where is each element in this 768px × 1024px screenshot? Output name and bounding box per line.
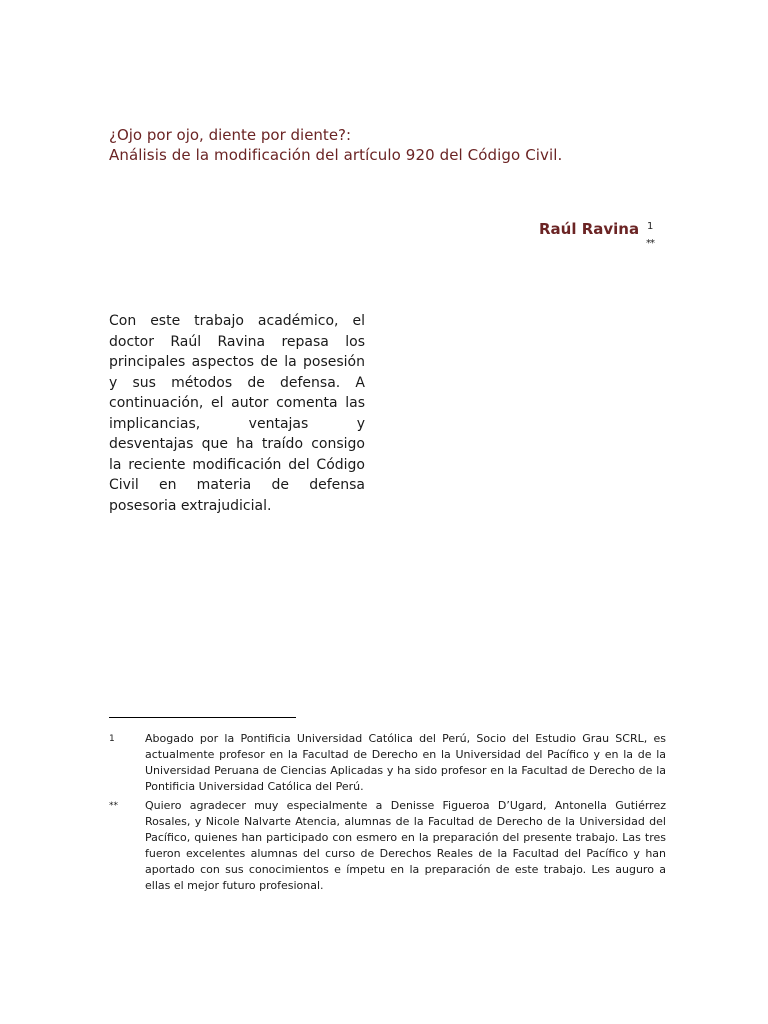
footnote-1-mark: 1: [109, 734, 115, 744]
title-question: ¿Ojo por ojo, diente por diente?:: [109, 126, 352, 144]
footnote-1-text: Abogado por la Pontificia Universidad Católica del Perú, Socio del Estudio Grau SCRL, es actualmente profesor en la Facultad de Derecho en la Universidad del Pacífico y en la de la Universidad Peruana de Ciencias Aplicadas y ha sido profesor en la Facultad de Derecho de la Pontificia Universidad Católica del Perú.: [145, 732, 666, 793]
author-footnote-mark-2: **: [646, 238, 654, 249]
document-title: [109, 125, 669, 165]
title-subtitle: Análisis de la modificación del artículo 920 del Código Civil.: [109, 146, 563, 164]
footnote-2-mark: **: [109, 801, 118, 811]
footnote-1: [109, 731, 666, 795]
footnote-divider: [109, 717, 296, 718]
author-name: Raúl Ravina: [539, 220, 640, 238]
abstract-paragraph: Con este trabajo académico, el doctor Raúl Ravina repasa los principales aspectos de la posesión y sus métodos de defensa. A continuación, el autor comenta las implicancias, ventajas y desventajas que ha traído consigo la reciente modificación del Código Civil en materia de defensa posesoria extrajudicial.: [109, 313, 365, 514]
footnote-2-text: Quiero agradecer muy especialmente a Denisse Figueroa D’Ugard, Antonella Gutiérrez Rosales, y Nicole Nalvarte Atencia, alumnas de la Facultad de Derecho de la Universidad del Pacífico, quienes han participado con esmero en la preparación del presente trabajo. Las tres fueron excelentes alumnas del curso de Derechos Reales de la Facultad del Pacífico y han aportado con sus conocimientos e ímpetu en la preparación de este trabajo. Les auguro a ellas el mejor futuro profesional.: [145, 799, 666, 892]
footnote-2: [109, 798, 666, 894]
author-footnote-mark-1: 1: [647, 221, 654, 232]
